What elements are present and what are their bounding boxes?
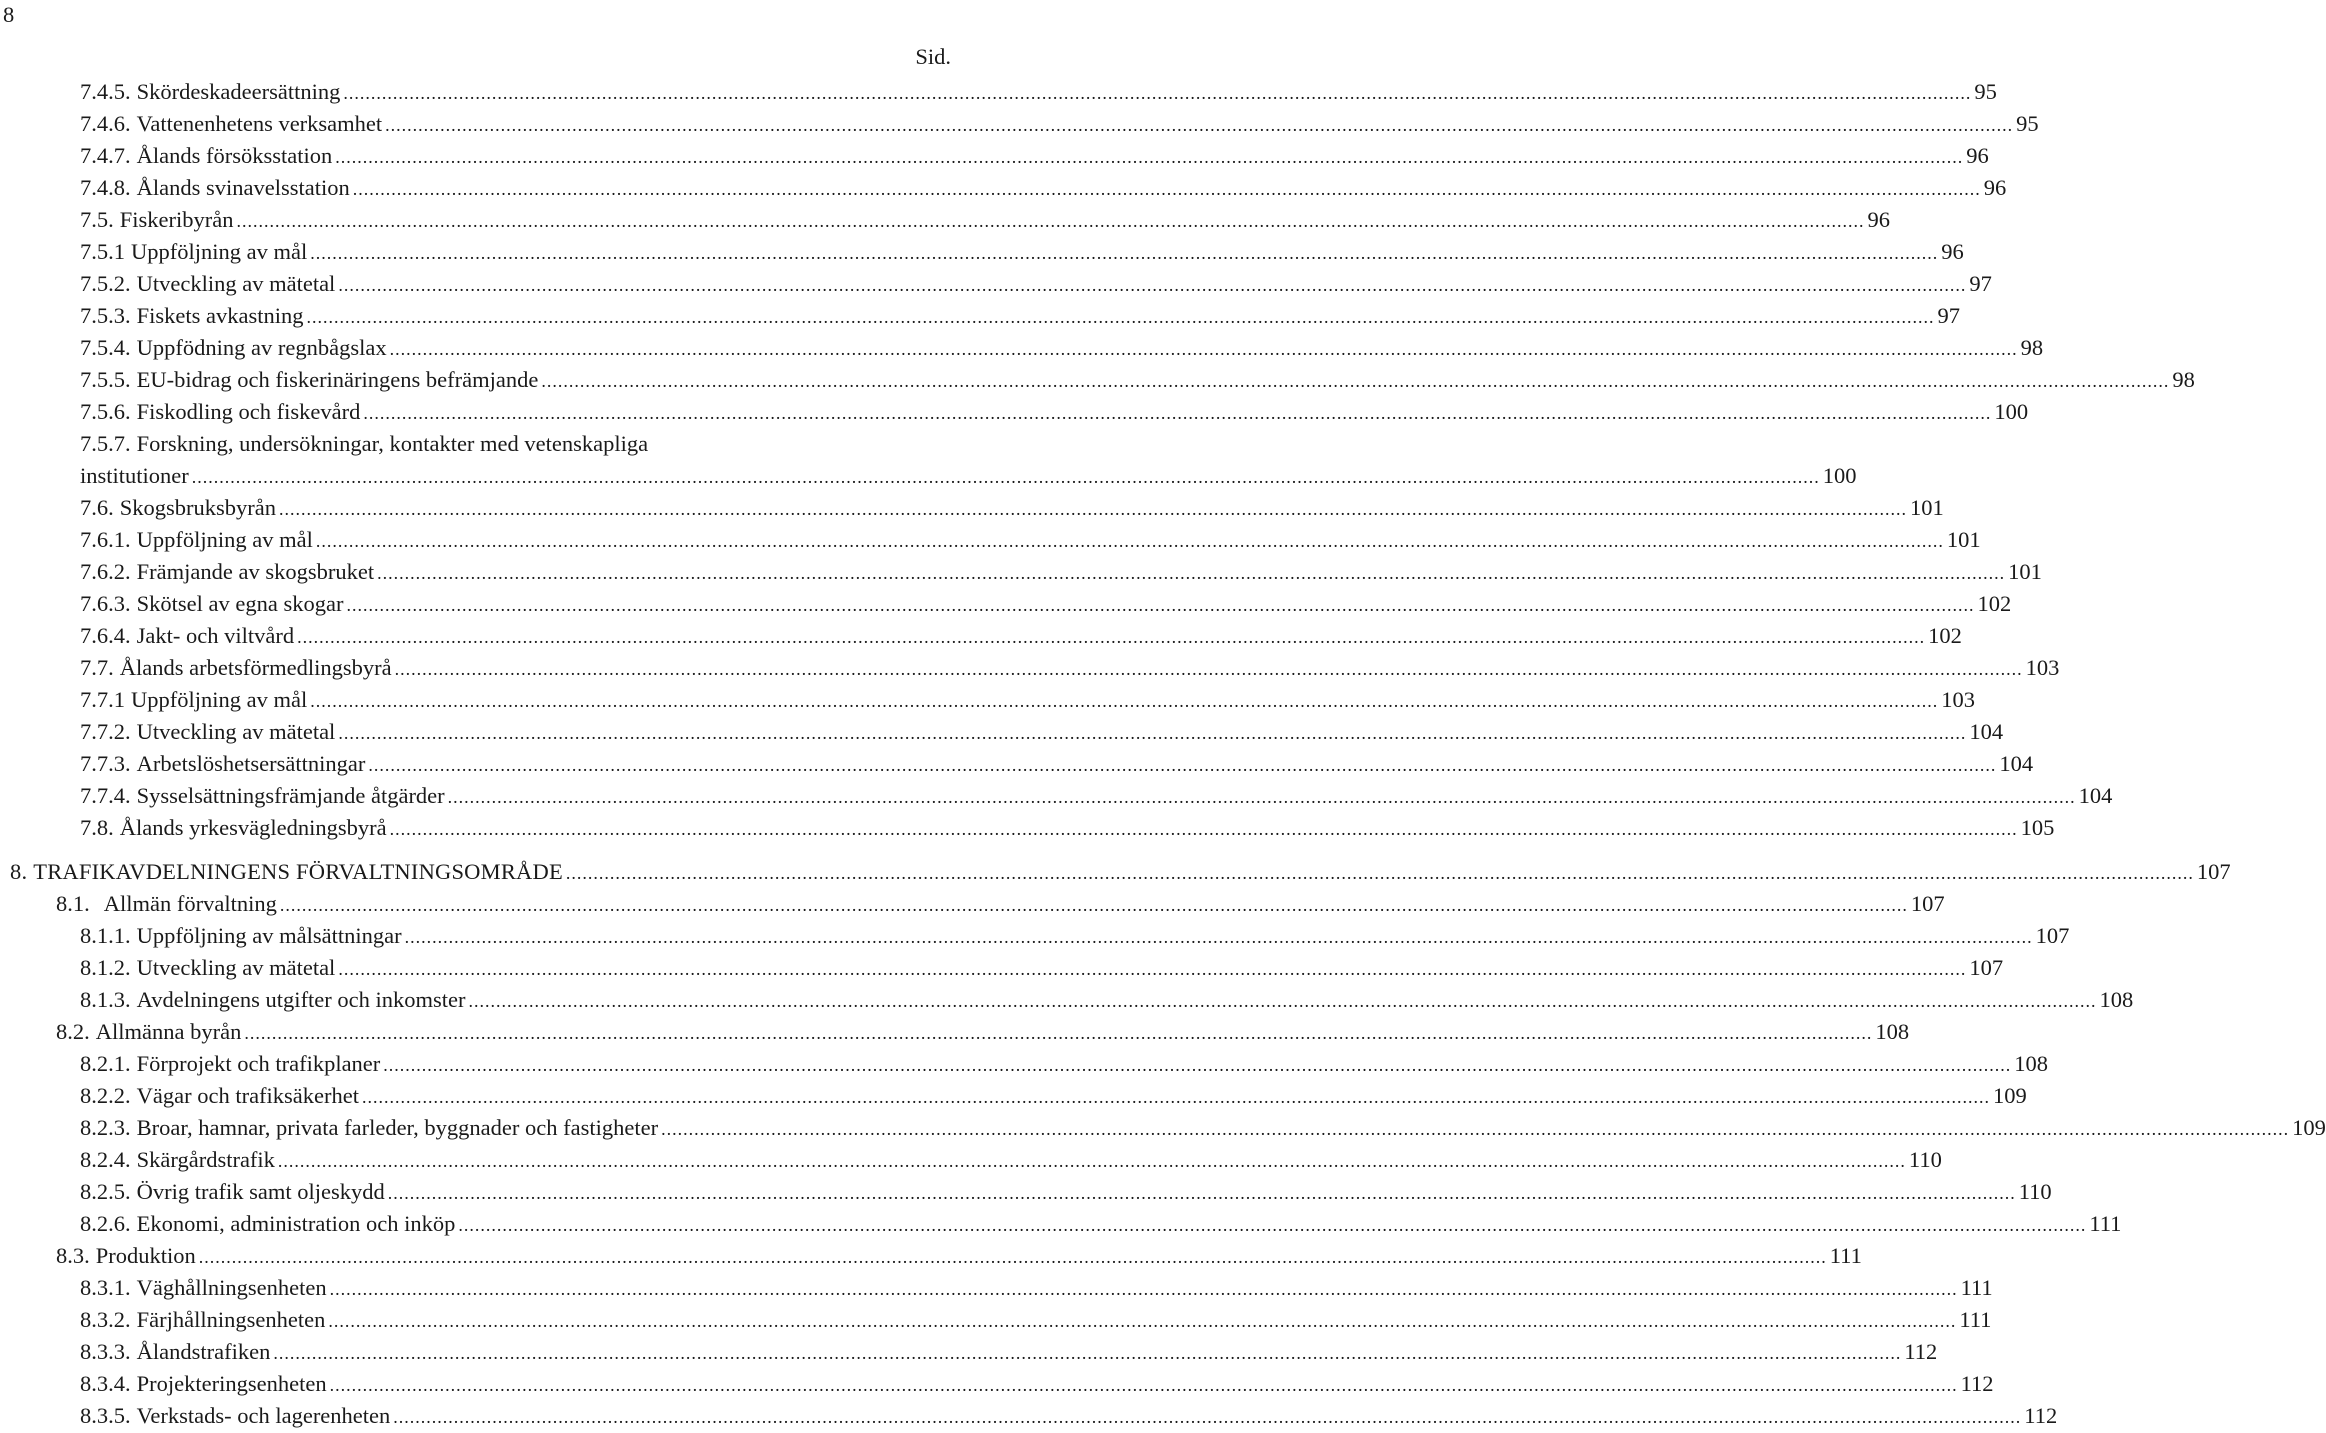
- toc-entry-title: Fiskets avkastning: [136, 303, 304, 328]
- toc-entry-number: 8.2.3.: [80, 1115, 131, 1140]
- toc-entry-title: Främjande av skogsbruket: [136, 559, 375, 584]
- toc-entry-page: 112: [2024, 1403, 2058, 1428]
- toc-entry-page: 111: [1829, 1243, 1862, 1268]
- toc-dot-leader: [278, 1145, 1906, 1177]
- toc-entry[interactable]: [80, 652, 2060, 684]
- toc-dot-leader: [338, 269, 1966, 301]
- toc-dot-leader: [280, 889, 1908, 921]
- toc-entry[interactable]: [80, 1208, 2122, 1240]
- toc-entry[interactable]: [80, 268, 1992, 300]
- toc-dot-leader: [307, 301, 1935, 333]
- toc-dot-leader: [199, 1241, 1827, 1273]
- toc-entry-number: 8.2.6.: [80, 1211, 131, 1236]
- page-number: 8: [3, 2, 15, 27]
- toc-entry[interactable]: [80, 492, 1944, 524]
- toc-entry-page: 97: [1937, 303, 1960, 328]
- toc-dot-leader: [328, 1305, 1956, 1337]
- toc-entry-number: 8.1.3.: [80, 987, 131, 1012]
- toc-dot-leader: [469, 985, 2097, 1017]
- toc-entry-page: 107: [2035, 923, 2070, 948]
- toc-entry-title: Vägar och trafiksäkerhet: [136, 1083, 360, 1108]
- toc-entry-page: 111: [1959, 1307, 1992, 1332]
- toc-dot-leader: [661, 1113, 2289, 1145]
- toc-entry[interactable]: [80, 236, 1964, 268]
- toc-entry-number: 7.7.4.: [80, 783, 131, 808]
- toc-entry-title: Vattenenhetens verksamhet: [136, 111, 383, 136]
- toc-entry[interactable]: [80, 620, 1962, 652]
- toc-entry-page: 101: [1946, 527, 1981, 552]
- toc-dot-leader: [316, 525, 1944, 557]
- toc-entry-number: 7.6.2.: [80, 559, 131, 584]
- toc-entry-title: Forskning, undersökningar, kontakter med vetenskapliga: [136, 431, 649, 456]
- toc-entry-page: 110: [2018, 1179, 2052, 1204]
- toc-entry[interactable]: [80, 984, 2134, 1016]
- toc-entry[interactable]: [80, 1048, 2049, 1080]
- toc-dot-leader: [388, 1177, 2016, 1209]
- toc-dot-leader: [362, 1081, 1990, 1113]
- toc-entry[interactable]: [80, 1272, 1993, 1304]
- toc-dot-leader: [338, 717, 1966, 749]
- toc-entry-number: 7.6.3.: [80, 591, 131, 616]
- toc-entry-title: Sysselsättningsfrämjande åtgärder: [136, 783, 445, 808]
- toc-entry-number: 8.3.3.: [80, 1339, 131, 1364]
- toc-entry[interactable]: [80, 556, 2042, 588]
- toc-entry-page: 104: [2078, 783, 2113, 808]
- toc-entry-title: EU-bidrag och fiskerinäringens befrämjande: [136, 367, 539, 392]
- toc-entry[interactable]: [80, 588, 2012, 620]
- toc-entry-page: 98: [2172, 367, 2195, 392]
- toc-dot-leader: [395, 653, 2023, 685]
- toc-dot-leader: [330, 1273, 1958, 1305]
- toc-entry-number: 8.2.4.: [80, 1147, 131, 1172]
- toc-entry-page: 104: [1969, 719, 2004, 744]
- toc-entry-number: 7.5.3.: [80, 303, 131, 328]
- toc-entry[interactable]: [80, 140, 1989, 172]
- toc-dot-leader: [297, 621, 1925, 653]
- toc-entry-title: Ekonomi, administration och inköp: [136, 1211, 456, 1236]
- toc-entry-page: 109: [2292, 1115, 2326, 1140]
- toc-entry-page: 103: [1941, 687, 1975, 712]
- toc-entry-number: 8.3.5.: [80, 1403, 131, 1428]
- toc-entry[interactable]: [80, 1144, 1942, 1176]
- toc-dot-leader: [335, 141, 1963, 173]
- toc-entry-title: Färjhållningsenheten: [136, 1307, 326, 1332]
- toc-entry-number: 8.3.1.: [80, 1275, 131, 1300]
- toc-entry-title: Skogsbruksbyrån: [119, 495, 276, 520]
- toc-dot-leader: [448, 781, 2076, 813]
- toc-entry-page: 105: [2020, 815, 2055, 840]
- toc-entry-title: Uppfödning av regnbågslax: [136, 335, 387, 360]
- toc-entry-title: Ålands svinavelsstation: [136, 175, 350, 200]
- toc-dot-leader: [310, 237, 1938, 269]
- toc-entry-page: 97: [1969, 271, 1992, 296]
- toc-dot-leader: [273, 1337, 1901, 1369]
- toc-entry-title: Ålands arbetsförmedlingsbyrå: [119, 655, 392, 680]
- toc-entry-title: Ålands försöksstation: [136, 143, 333, 168]
- toc-entry-title: Avdelningens utgifter och inkomster: [136, 987, 466, 1012]
- toc-entry[interactable]: [80, 108, 2039, 140]
- toc-entry-title: Fiskodling och fiskevård: [136, 399, 361, 424]
- toc-entry-number: 7.4.7.: [80, 143, 131, 168]
- toc-entry-number: 7.7.1: [80, 687, 125, 712]
- toc-entry-number: 8.3.2.: [80, 1307, 131, 1332]
- toc-entry-page: 108: [1875, 1019, 1910, 1044]
- toc-entry-number: 8.1.1.: [80, 923, 131, 948]
- toc-entry-number: 7.5.1: [80, 239, 125, 264]
- toc-entry-number: 7.4.5.: [80, 79, 131, 104]
- toc-entry[interactable]: [56, 1016, 1910, 1048]
- toc-entry[interactable]: [80, 780, 2113, 812]
- toc-dot-leader: [330, 1369, 1958, 1401]
- toc-entry-number: 8.2.: [56, 1019, 90, 1044]
- toc-entry-page: 104: [1999, 751, 2034, 776]
- toc-entry-number: 8.1.2.: [80, 955, 131, 980]
- toc-entry[interactable]: [80, 1176, 2052, 1208]
- toc-entry[interactable]: [80, 748, 2034, 780]
- toc-entry-page: 111: [2089, 1211, 2122, 1236]
- toc-entry-title: institutioner: [80, 463, 189, 488]
- toc-entry[interactable]: [80, 172, 2007, 204]
- toc-entry-number: 7.5.7.: [80, 431, 131, 456]
- toc-entry-title: Uppföljning av målsättningar: [136, 923, 402, 948]
- toc-entry-title: Ålands yrkesvägledningsbyrå: [119, 815, 387, 840]
- toc-dot-leader: [244, 1017, 1872, 1049]
- toc-entry-page: 102: [1977, 591, 2012, 616]
- toc-entry-number: 7.7.3.: [80, 751, 131, 776]
- toc-dot-leader: [566, 857, 2194, 889]
- toc-entry-title: Produktion: [95, 1243, 196, 1268]
- toc-entry[interactable]: [80, 952, 2004, 984]
- toc-dot-leader: [192, 461, 1820, 493]
- toc-entry-title: Projekteringsenheten: [136, 1371, 327, 1396]
- toc-entry-number: 7.7.2.: [80, 719, 131, 744]
- toc-entry-title: Väghållningsenheten: [136, 1275, 327, 1300]
- toc-entry-page: 100: [1822, 463, 1857, 488]
- sid-header: Sid.: [915, 44, 951, 69]
- toc-entry[interactable]: [80, 396, 2029, 428]
- toc-entry-number: 7.4.8.: [80, 175, 131, 200]
- toc-dot-leader: [393, 1401, 2021, 1433]
- toc-dot-leader: [405, 921, 2033, 953]
- toc-entry-page: 96: [1941, 239, 1964, 264]
- toc-entry-number: 7.5.2.: [80, 271, 131, 296]
- toc-dot-leader: [353, 173, 1981, 205]
- toc-entry[interactable]: [80, 684, 1975, 716]
- toc-entry[interactable]: [80, 332, 2044, 364]
- toc-entry-title: Arbetslöshetsersättningar: [136, 751, 366, 776]
- toc-entry-title: Skördeskadeersättning: [136, 79, 341, 104]
- toc-entry-number: 8.3.4.: [80, 1371, 131, 1396]
- toc-entry-title: Förprojekt och trafikplaner: [136, 1051, 381, 1076]
- toc-entry-page: 96: [1966, 143, 1989, 168]
- toc-dot-leader: [279, 493, 1907, 525]
- toc-dot-leader: [541, 365, 2169, 397]
- toc-entry-title: Utveckling av mätetal: [136, 719, 336, 744]
- toc-dot-leader: [385, 109, 2013, 141]
- toc-entry-page: 101: [1910, 495, 1944, 520]
- toc-entry-page: 95: [2016, 111, 2039, 136]
- toc-entry-page: 107: [1910, 891, 1945, 916]
- toc-entry-page: 110: [1908, 1147, 1942, 1172]
- toc-entry-number: 8.3.: [56, 1243, 90, 1268]
- toc-entry-title: Uppföljning av mål: [136, 527, 313, 552]
- toc-entry-page: 108: [2014, 1051, 2049, 1076]
- toc-dot-leader: [377, 557, 2005, 589]
- toc-entry-page: 98: [2020, 335, 2044, 360]
- toc-entry-number: 8.2.1.: [80, 1051, 131, 1076]
- toc-entry-page: 101: [2008, 559, 2042, 584]
- toc-entry-page: 108: [2099, 987, 2134, 1012]
- toc-entry[interactable]: [80, 428, 951, 460]
- toc-entry-number: 7.6.: [80, 495, 114, 520]
- toc-entry-number: 7.6.4.: [80, 623, 131, 648]
- toc-dot-leader: [236, 205, 1864, 237]
- toc-entry[interactable]: [80, 1112, 2326, 1144]
- toc-entry[interactable]: [56, 1240, 1862, 1272]
- toc-entry-page: 100: [1994, 399, 2029, 424]
- toc-entry-number: 7.5.4.: [80, 335, 131, 360]
- toc-entry-page: 107: [1969, 955, 2004, 980]
- toc-entry-title: Ålandstrafiken: [136, 1339, 271, 1364]
- toc-entry-number: 8.2.5.: [80, 1179, 131, 1204]
- toc-entry-page: 112: [1960, 1371, 1994, 1396]
- toc-entry-page: 102: [1928, 623, 1962, 648]
- toc-entry-page: 111: [1960, 1275, 1993, 1300]
- toc-entry-title: Uppföljning av mål: [131, 687, 308, 712]
- toc-entry-number: 7.7.: [80, 655, 114, 680]
- toc-entry-number: 7.5.6.: [80, 399, 131, 424]
- toc-entry[interactable]: [80, 716, 2004, 748]
- toc-entry-title: Allmän förvaltning: [103, 891, 277, 916]
- toc-dot-leader: [458, 1209, 2086, 1241]
- toc-dot-leader: [368, 749, 1996, 781]
- toc-entry-number: 7.5.5.: [80, 367, 131, 392]
- toc-entry-number: 8.: [10, 859, 28, 884]
- toc-entry-number: 7.6.1.: [80, 527, 131, 552]
- toc-entry-page: 96: [1867, 207, 1890, 232]
- toc-entry-page: 103: [2025, 655, 2060, 680]
- toc-entry[interactable]: [10, 856, 2231, 888]
- toc-entry-title: Broar, hamnar, privata farleder, byggnader och fastigheter: [136, 1115, 659, 1140]
- toc-entry-title: Verkstads- och lagerenheten: [136, 1403, 391, 1428]
- toc-entry[interactable]: [80, 920, 2070, 952]
- toc-dot-leader: [390, 813, 2018, 845]
- toc-entry[interactable]: [80, 76, 1997, 108]
- toc-entry-title: Skötsel av egna skogar: [136, 591, 344, 616]
- toc-entry-title: Utveckling av mätetal: [136, 955, 336, 980]
- toc-entry[interactable]: [80, 1368, 1994, 1400]
- toc-entry[interactable]: [80, 204, 1890, 236]
- toc-dot-leader: [343, 77, 1971, 109]
- toc-entry-title: Utveckling av mätetal: [136, 271, 336, 296]
- toc-entry-page: 112: [1904, 1339, 1938, 1364]
- toc-entry[interactable]: [80, 300, 1960, 332]
- toc-entry-title: Skärgårdstrafik: [136, 1147, 275, 1172]
- toc-entry[interactable]: [80, 364, 2195, 396]
- toc-entry-page: 107: [2196, 859, 2231, 884]
- toc-entry-title: Övrig trafik samt oljeskydd: [136, 1179, 385, 1204]
- toc-entry-number: 7.5.: [80, 207, 114, 232]
- toc-dot-leader: [390, 333, 2018, 365]
- toc-entry-number: 8.1.: [56, 891, 90, 916]
- toc-entry[interactable]: [80, 460, 1857, 492]
- toc-dot-leader: [338, 953, 1966, 985]
- toc-entry[interactable]: [80, 812, 2055, 844]
- toc-entry[interactable]: [80, 524, 1981, 556]
- toc-entry-number: 7.8.: [80, 815, 114, 840]
- toc-entry[interactable]: [80, 1336, 1938, 1368]
- toc-entry-title: Uppföljning av mål: [131, 239, 308, 264]
- toc-entry-title: Fiskeribyrån: [119, 207, 234, 232]
- toc-entry-number: 8.2.2.: [80, 1083, 131, 1108]
- toc-entry-title: TRAFIKAVDELNINGENS FÖRVALTNINGSOMRÅDE: [33, 859, 563, 884]
- toc-entry-page: 96: [1983, 175, 2007, 200]
- toc-entry[interactable]: [56, 888, 1945, 920]
- toc-entry-number: 7.4.6.: [80, 111, 131, 136]
- toc-entry-title: Jakt- och viltvård: [136, 623, 295, 648]
- toc-entry[interactable]: [80, 1400, 2058, 1432]
- toc-entry-page: 95: [1974, 79, 1997, 104]
- toc-entry[interactable]: [80, 1080, 2027, 1112]
- toc-dot-leader: [383, 1049, 2011, 1081]
- toc-dot-leader: [346, 589, 1974, 621]
- toc-entry[interactable]: [80, 1304, 1992, 1336]
- toc-entry-page: 109: [1993, 1083, 2027, 1108]
- toc-entry-title: Allmänna byrån: [95, 1019, 242, 1044]
- toc-dot-leader: [310, 685, 1938, 717]
- toc-dot-leader: [363, 397, 1991, 429]
